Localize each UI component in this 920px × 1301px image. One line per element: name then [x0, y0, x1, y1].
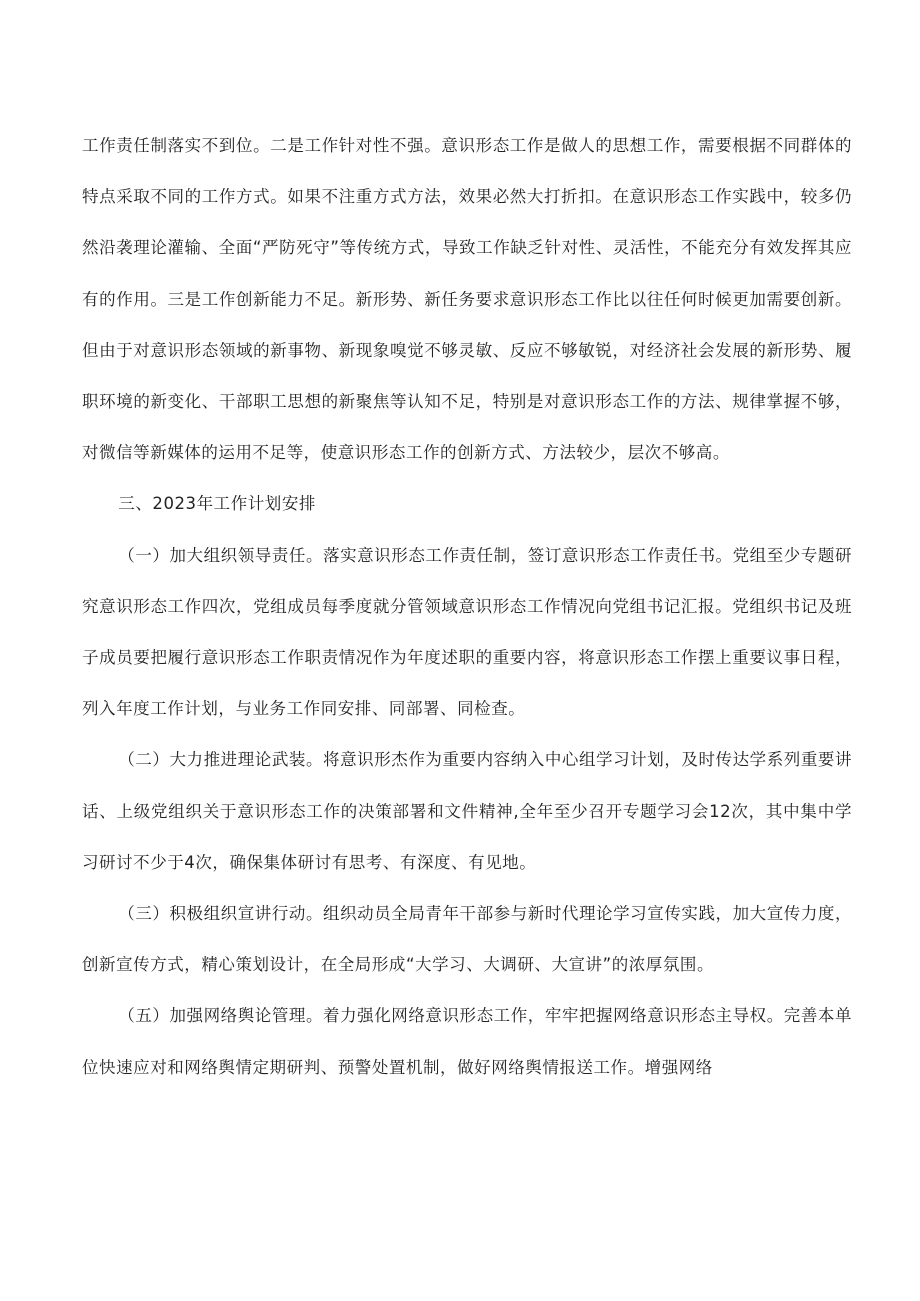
paragraph-publicity-activities: （三）积极组织宣讲行动。组织动员全局青年干部参与新时代理论学习宣传实践，加大宣传力度，创新宣传方式，精心策划设计，在全局形成“大学习、大调研、大宣讲”的浓厚氛围。	[82, 904, 852, 975]
paragraph-leadership-responsibility: （一）加大组织领导责任。落实意识形态工作责任制，签订意识形态工作责任书。党组至少专题研究意识形态工作四次，党组成员每季度就分管领域意识形态工作情况向党组书记汇报。党组织书记及班子成员要把履行意识形态工作职责情况作为年度述职的重要内容，将意识形态工作摆上重要议事日程，列入年度工作计划，与业务工作同安排、同部署、同检查。	[82, 545, 852, 719]
paragraph-problems-continued: 工作责任制落实不到位。二是工作针对性不强。意识形态工作是做人的思想工作，需要根据不同群体的特点采取不同的工作方式。如果不注重方式方法，效果必然大打折扣。在意识形态工作实践中，较多仍然沿袭理论灌输、全面“严防死守”等传统方式，导致工作缺乏针对性、灵活性，不能充分有效发挥其应有的作用。三是工作创新能力不足。新形势、新任务要求意识形态工作比以往任何时候更加需要创新。但由于对意识形态领域的新事物、新现象嗅觉不够灵敏、反应不够敏锐，对经济社会发展的新形势、履职环境的新变化、干部职工思想的新聚焦等认知不足，特别是对意识形态工作的方法、规律掌握不够，对微信等新媒体的运用不足等，使意识形态工作的创新方式、方法较少，层次不够高。	[82, 136, 852, 463]
document-body	[82, 120, 852, 1093]
paragraph-theory-study: （二）大力推进理论武装。将意识形杰作为重要内容纳入中心组学习计划，及时传达学系列重要讲话、上级党组织关于意识形态工作的决策部署和文件精神,全年至少召开专题学习会12次，其中集中学习研讨不少于4次，确保集体研讨有思考、有深度、有见地。	[82, 750, 852, 872]
paragraph-online-opinion-management: （五）加强网络舆论管理。着力强化网络意识形态工作，牢牢把握网络意识形态主导权。完善本单位快速应对和网络舆情定期研判、预警处置机制，做好网络舆情报送工作。增强网络	[82, 1006, 852, 1077]
section-heading-2023-work-plan: 三、2023年工作计划安排	[118, 494, 316, 514]
